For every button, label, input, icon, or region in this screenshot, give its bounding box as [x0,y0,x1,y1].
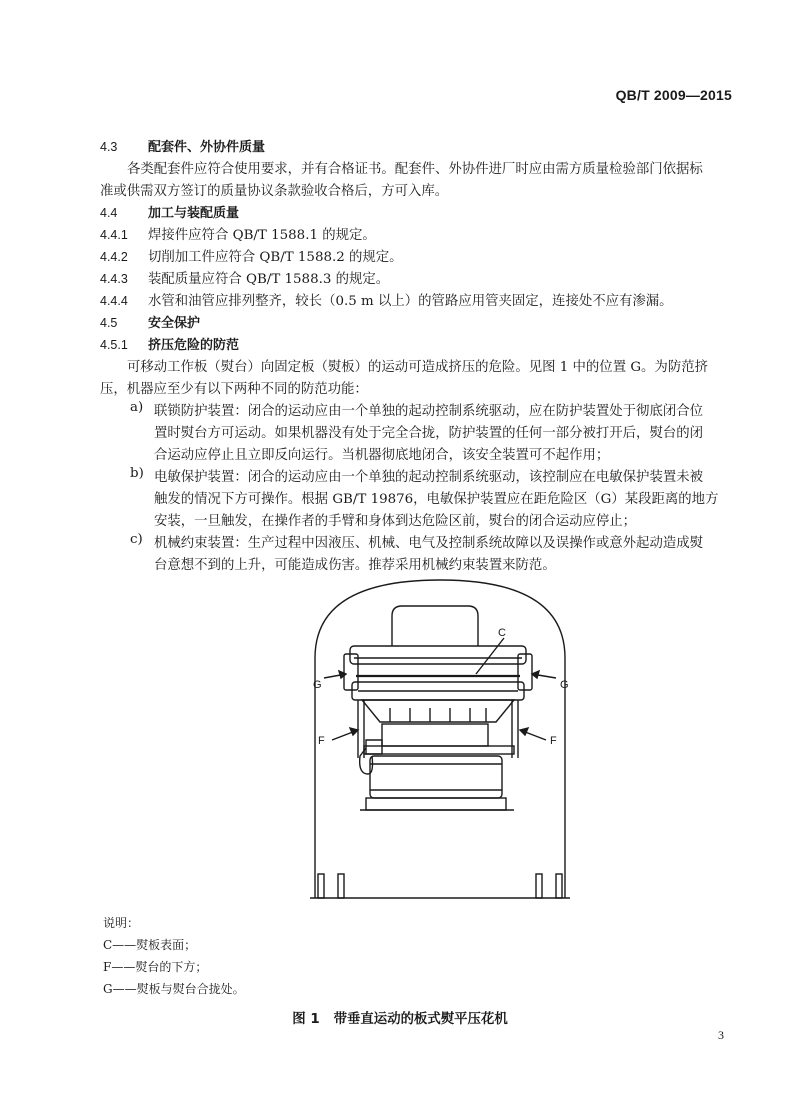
list-c-line: 台意想不到的上升，可能造成伤害。推荐采用机械约束装置来防范。 [154,558,556,573]
list-b-line: 安装，一旦触发，在操作者的手臂和身体到达危险区前，熨台的闭合运动应停止； [154,514,637,529]
standard-code: QB/T 2009—2015 [615,87,732,103]
section-4-4-heading: 4.4 加工与装配质量 [100,206,240,221]
section-title: 配套件、外协件质量 [148,140,266,155]
middle-block [382,724,488,746]
upper-plate [350,646,526,664]
clause-4-4-4: 4.4.4 水管和油管应排列整齐，较长（0.5 m 以上）的管路应用管夹固定，连接处不应有渗漏。 [100,294,673,309]
outer-frame [315,580,565,898]
figure-title: 带垂直运动的板式熨平压花机 [333,1012,508,1027]
clause-4-4-1: 4.4.1 焊接件应符合 QB/T 1588.1 的规定。 [100,228,376,243]
section-title: 挤压危险的防范 [148,338,240,353]
section-4-5-1-heading: 4.5.1 挤压危险的防范 [100,338,240,353]
legend-item-c: C——熨板表面； [103,938,197,952]
section-4-5-heading: 4.5 安全保护 [100,316,201,331]
clause-4-4-3: 4.4.3 装配质量应符合 QB/T 1588.3 的规定。 [100,272,390,287]
section-title: 加工与装配质量 [148,206,240,221]
list-label-c: c) [130,532,143,547]
label-g-right: G [560,679,569,691]
legend-item-f: F——熨台的下方； [103,960,208,974]
legend-item-g: G——熨板与熨台合拢处。 [103,982,245,996]
figure-caption [0,1008,800,1027]
paragraph-line: 压，机器应至少有以下两种不同的防范功能： [100,382,368,397]
legend-title: 说明： [103,916,140,930]
left-foot-2 [338,874,344,898]
left-foot [318,874,324,898]
list-a-line: 置时熨台方可运动。如果机器没有处于完全合拢，防护装置的任何一部分被打开后，熨台的闭 [154,426,704,441]
lower-table [362,700,514,722]
page-number: 3 [718,1028,724,1042]
press-machine-diagram [300,578,580,903]
paragraph-line: 准或供需双方签订的质量协议条款验收合格后，方可入库。 [100,184,449,199]
list-b-line: 电敏保护装置：闭合的运动应由一个单独的起动控制系统驱动，该控制应在电敏保护装置未被 [154,470,704,485]
label-f-left: F [318,735,325,747]
paragraph-line: 可移动工作板（熨台）向固定板（熨板）的运动可造成挤压的危险。见图 1 中的位置 G。为防范挤 [127,360,708,375]
paragraph-line: 各类配套件应符合使用要求，并有合格证书。配套件、外协件进厂时应由需方质量检验部门依据标 [127,162,703,177]
section-title: 安全保护 [148,316,201,331]
top-head [392,606,478,646]
list-c-line: 机械约束装置：生产过程中因液压、机械、电气及控制系统故障以及误操作或意外起动造成熨 [154,536,704,551]
label-g-left: G [313,679,322,691]
right-foot [536,874,542,898]
list-label-a: a) [130,400,144,415]
list-label-b: b) [130,466,144,481]
base-housing [364,746,514,754]
label-f-right: F [550,735,557,747]
list-a-line: 合运动应停止且立即反向运行。当机器彻底地闭合，该安全装置可不起作用； [154,448,610,463]
list-a-line: 联锁防护装置：闭合的运动应由一个单独的起动控制系统驱动，应在防护装置处于彻底闭合位 [154,404,704,419]
right-foot-2 [556,874,562,898]
clause-4-4-2: 4.4.2 切削加工件应符合 QB/T 1588.2 的规定。 [100,250,403,265]
label-c: C [498,627,506,639]
figure-number: 图 1 [292,1012,320,1027]
list-b-line: 触发的情况下方可操作。根据 GB/T 19876，电敏保护装置应在距危险区（G）某段距离的地方 [154,492,719,507]
section-4-3-heading: 4.3 配套件、外协件质量 [100,140,266,155]
